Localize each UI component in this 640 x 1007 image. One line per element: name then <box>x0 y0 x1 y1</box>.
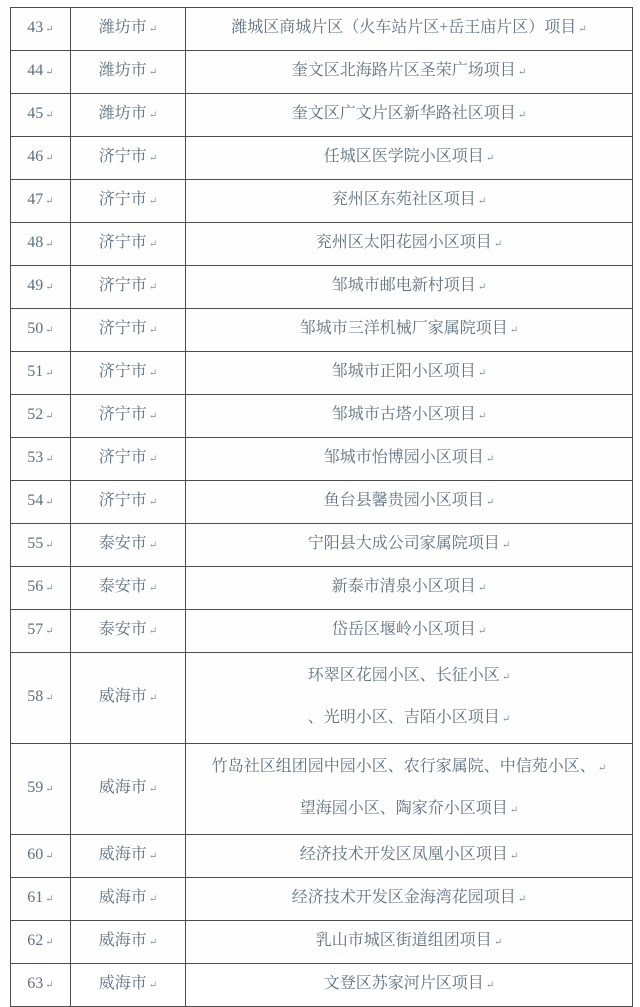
city-cell: 泰安市 ↵ <box>71 610 186 653</box>
city-cell: 泰安市 ↵ <box>71 524 186 567</box>
table-row <box>11 180 633 223</box>
project-cell <box>186 878 633 921</box>
city-cell: 济宁市 ↵ <box>71 266 186 309</box>
row-number-cell: 59 ↵ <box>11 744 71 835</box>
paragraph-mark-icon: ↵ <box>517 110 527 121</box>
paragraph-mark-icon: ↵ <box>148 110 158 121</box>
paragraph-mark-icon: ↵ <box>501 672 511 683</box>
project-table-body <box>11 8 633 1007</box>
table-row <box>11 266 633 309</box>
project-line: 兖州区东苑社区项目 ↵ <box>331 191 487 208</box>
table-row <box>11 835 633 878</box>
project-cell <box>186 137 633 180</box>
project-line: 岱岳区堰岭小区项目 ↵ <box>331 621 487 638</box>
paragraph-mark-icon: ↵ <box>485 153 495 164</box>
row-number-cell: 49 ↵ <box>11 266 71 309</box>
paragraph-mark-icon: ↵ <box>148 497 158 508</box>
city-cell: 济宁市 ↵ <box>71 180 186 223</box>
project-line: 乳山市城区街道组团项目 ↵ <box>315 932 503 949</box>
row-number-cell: 50 ↵ <box>11 309 71 352</box>
city-cell: 威海市 ↵ <box>71 835 186 878</box>
city-cell: 威海市 ↵ <box>71 653 186 744</box>
project-line: 奎文区北海路片区圣荣广场项目 ↵ <box>291 62 527 79</box>
paragraph-mark-icon: ↵ <box>45 239 54 250</box>
table-row <box>11 8 633 51</box>
paragraph-mark-icon: ↵ <box>485 454 495 465</box>
project-line: 邹城市正阳小区项目 ↵ <box>331 363 487 380</box>
project-line: 经济技术开发区凤凰小区项目 ↵ <box>299 846 519 863</box>
table-row <box>11 94 633 137</box>
paragraph-mark-icon: ↵ <box>148 784 158 795</box>
project-cell <box>186 8 633 51</box>
paragraph-mark-icon: ↵ <box>45 282 54 293</box>
paragraph-mark-icon: ↵ <box>597 763 607 774</box>
paragraph-mark-icon: ↵ <box>45 980 54 991</box>
project-line: 新泰市清泉小区项目 ↵ <box>331 578 487 595</box>
project-cell <box>186 180 633 223</box>
project-cell <box>186 921 633 964</box>
paragraph-mark-icon: ↵ <box>45 851 54 862</box>
table-row <box>11 223 633 266</box>
project-line: 潍城区商城片区（火车站片区+岳王庙片区）项目 ↵ <box>231 19 587 36</box>
project-line: 、光明小区、吉陌小区项目 ↵ <box>307 709 511 726</box>
table-row <box>11 964 633 1007</box>
paragraph-mark-icon: ↵ <box>45 784 54 795</box>
row-number-cell: 60 ↵ <box>11 835 71 878</box>
paragraph-mark-icon: ↵ <box>501 714 511 725</box>
project-line: 邹城市怡博园小区项目 ↵ <box>323 449 495 466</box>
project-cell <box>186 266 633 309</box>
row-number-cell: 57 ↵ <box>11 610 71 653</box>
table-row <box>11 51 633 94</box>
city-cell: 济宁市 ↵ <box>71 137 186 180</box>
paragraph-mark-icon: ↵ <box>485 980 495 991</box>
paragraph-mark-icon: ↵ <box>148 24 158 35</box>
paragraph-mark-icon: ↵ <box>45 937 54 948</box>
project-line: 鱼台县馨贵园小区项目 ↵ <box>323 492 495 509</box>
paragraph-mark-icon: ↵ <box>148 980 158 991</box>
paragraph-mark-icon: ↵ <box>45 368 54 379</box>
row-number-cell: 52 ↵ <box>11 395 71 438</box>
paragraph-mark-icon: ↵ <box>45 153 54 164</box>
city-cell: 威海市 ↵ <box>71 878 186 921</box>
project-cell <box>186 395 633 438</box>
paragraph-mark-icon: ↵ <box>45 196 54 207</box>
project-cell <box>186 51 633 94</box>
paragraph-mark-icon: ↵ <box>45 67 54 78</box>
paragraph-mark-icon: ↵ <box>517 67 527 78</box>
paragraph-mark-icon: ↵ <box>517 894 527 905</box>
project-line: 兖州区太阳花园小区项目 ↵ <box>315 234 503 251</box>
city-cell: 潍坊市 ↵ <box>71 51 186 94</box>
paragraph-mark-icon: ↵ <box>477 196 487 207</box>
paragraph-mark-icon: ↵ <box>148 851 158 862</box>
paragraph-mark-icon: ↵ <box>509 851 519 862</box>
table-row <box>11 395 633 438</box>
table-row <box>11 309 633 352</box>
project-line: 邹城市三洋机械厂家属院项目 ↵ <box>299 320 519 337</box>
paragraph-mark-icon: ↵ <box>45 540 54 551</box>
row-number-cell: 54 ↵ <box>11 481 71 524</box>
project-cell <box>186 567 633 610</box>
row-number-cell: 44 ↵ <box>11 51 71 94</box>
row-number-cell: 58 ↵ <box>11 653 71 744</box>
table-row <box>11 921 633 964</box>
project-cell <box>186 352 633 395</box>
table-row <box>11 524 633 567</box>
project-line: 文登区苏家河片区项目 ↵ <box>323 975 495 992</box>
paragraph-mark-icon: ↵ <box>148 325 158 336</box>
paragraph-mark-icon: ↵ <box>501 540 511 551</box>
city-cell: 济宁市 ↵ <box>71 481 186 524</box>
city-cell: 济宁市 ↵ <box>71 438 186 481</box>
row-number-cell: 48 ↵ <box>11 223 71 266</box>
project-cell <box>186 524 633 567</box>
table-row <box>11 610 633 653</box>
project-table <box>10 7 633 1007</box>
row-number-cell: 55 ↵ <box>11 524 71 567</box>
paragraph-mark-icon: ↵ <box>477 282 487 293</box>
project-cell <box>186 653 633 744</box>
paragraph-mark-icon: ↵ <box>45 325 54 336</box>
paragraph-mark-icon: ↵ <box>45 411 54 422</box>
paragraph-mark-icon: ↵ <box>477 583 487 594</box>
project-line: 邹城市邮电新村项目 ↵ <box>331 277 487 294</box>
row-number-cell: 63 ↵ <box>11 964 71 1007</box>
paragraph-mark-icon: ↵ <box>148 454 158 465</box>
paragraph-mark-icon: ↵ <box>45 454 54 465</box>
row-number-cell: 61 ↵ <box>11 878 71 921</box>
city-cell: 济宁市 ↵ <box>71 309 186 352</box>
paragraph-mark-icon: ↵ <box>148 153 158 164</box>
paragraph-mark-icon: ↵ <box>485 497 495 508</box>
table-row <box>11 653 633 744</box>
table-row <box>11 878 633 921</box>
paragraph-mark-icon: ↵ <box>493 937 503 948</box>
project-cell <box>186 309 633 352</box>
project-cell <box>186 744 633 835</box>
paragraph-mark-icon: ↵ <box>148 67 158 78</box>
paragraph-mark-icon: ↵ <box>45 497 54 508</box>
project-cell <box>186 835 633 878</box>
project-line: 宁阳县大成公司家属院项目 ↵ <box>307 535 511 552</box>
project-line: 竹岛社区组团园中园小区、农行家属院、中信苑小区、 ↵ <box>211 758 607 775</box>
row-number-cell: 62 ↵ <box>11 921 71 964</box>
table-row <box>11 137 633 180</box>
row-number-cell: 56 ↵ <box>11 567 71 610</box>
paragraph-mark-icon: ↵ <box>45 693 54 704</box>
paragraph-mark-icon: ↵ <box>148 368 158 379</box>
project-line: 邹城市古塔小区项目 ↵ <box>331 406 487 423</box>
row-number-cell: 43 ↵ <box>11 8 71 51</box>
paragraph-mark-icon: ↵ <box>148 626 158 637</box>
paragraph-mark-icon: ↵ <box>509 325 519 336</box>
paragraph-mark-icon: ↵ <box>45 583 54 594</box>
project-cell <box>186 223 633 266</box>
row-number-cell: 51 ↵ <box>11 352 71 395</box>
paragraph-mark-icon: ↵ <box>45 110 54 121</box>
paragraph-mark-icon: ↵ <box>148 196 158 207</box>
table-row <box>11 438 633 481</box>
paragraph-mark-icon: ↵ <box>477 368 487 379</box>
paragraph-mark-icon: ↵ <box>148 937 158 948</box>
city-cell: 潍坊市 ↵ <box>71 8 186 51</box>
city-cell: 济宁市 ↵ <box>71 352 186 395</box>
paragraph-mark-icon: ↵ <box>148 583 158 594</box>
city-cell: 威海市 ↵ <box>71 964 186 1007</box>
project-cell <box>186 94 633 137</box>
city-cell: 济宁市 ↵ <box>71 223 186 266</box>
paragraph-mark-icon: ↵ <box>148 239 158 250</box>
project-line: 环翠区花园小区、长征小区 ↵ <box>307 667 511 684</box>
project-cell <box>186 610 633 653</box>
project-line: 任城区医学院小区项目 ↵ <box>323 148 495 165</box>
paragraph-mark-icon: ↵ <box>148 894 158 905</box>
project-line: 经济技术开发区金海湾花园项目 ↵ <box>291 889 527 906</box>
paragraph-mark-icon: ↵ <box>148 693 158 704</box>
city-cell: 泰安市 ↵ <box>71 567 186 610</box>
city-cell: 济宁市 ↵ <box>71 395 186 438</box>
paragraph-mark-icon: ↵ <box>148 282 158 293</box>
row-number-cell: 46 ↵ <box>11 137 71 180</box>
paragraph-mark-icon: ↵ <box>509 805 519 816</box>
project-line: 望海园小区、陶家夼小区项目 ↵ <box>299 800 519 817</box>
city-cell: 潍坊市 ↵ <box>71 94 186 137</box>
paragraph-mark-icon: ↵ <box>45 894 54 905</box>
paragraph-mark-icon: ↵ <box>148 411 158 422</box>
row-number-cell: 47 ↵ <box>11 180 71 223</box>
table-row <box>11 567 633 610</box>
paragraph-mark-icon: ↵ <box>148 540 158 551</box>
row-number-cell: 45 ↵ <box>11 94 71 137</box>
paragraph-mark-icon: ↵ <box>45 626 54 637</box>
city-cell: 威海市 ↵ <box>71 744 186 835</box>
project-cell <box>186 964 633 1007</box>
table-row <box>11 744 633 835</box>
project-cell <box>186 481 633 524</box>
paragraph-mark-icon: ↵ <box>45 24 54 35</box>
table-row <box>11 352 633 395</box>
table-row <box>11 481 633 524</box>
city-cell: 威海市 ↵ <box>71 921 186 964</box>
project-line: 奎文区广文片区新华路社区项目 ↵ <box>291 105 527 122</box>
paragraph-mark-icon: ↵ <box>477 626 487 637</box>
row-number-cell: 53 ↵ <box>11 438 71 481</box>
project-cell <box>186 438 633 481</box>
paragraph-mark-icon: ↵ <box>493 239 503 250</box>
paragraph-mark-icon: ↵ <box>578 24 587 35</box>
paragraph-mark-icon: ↵ <box>477 411 487 422</box>
